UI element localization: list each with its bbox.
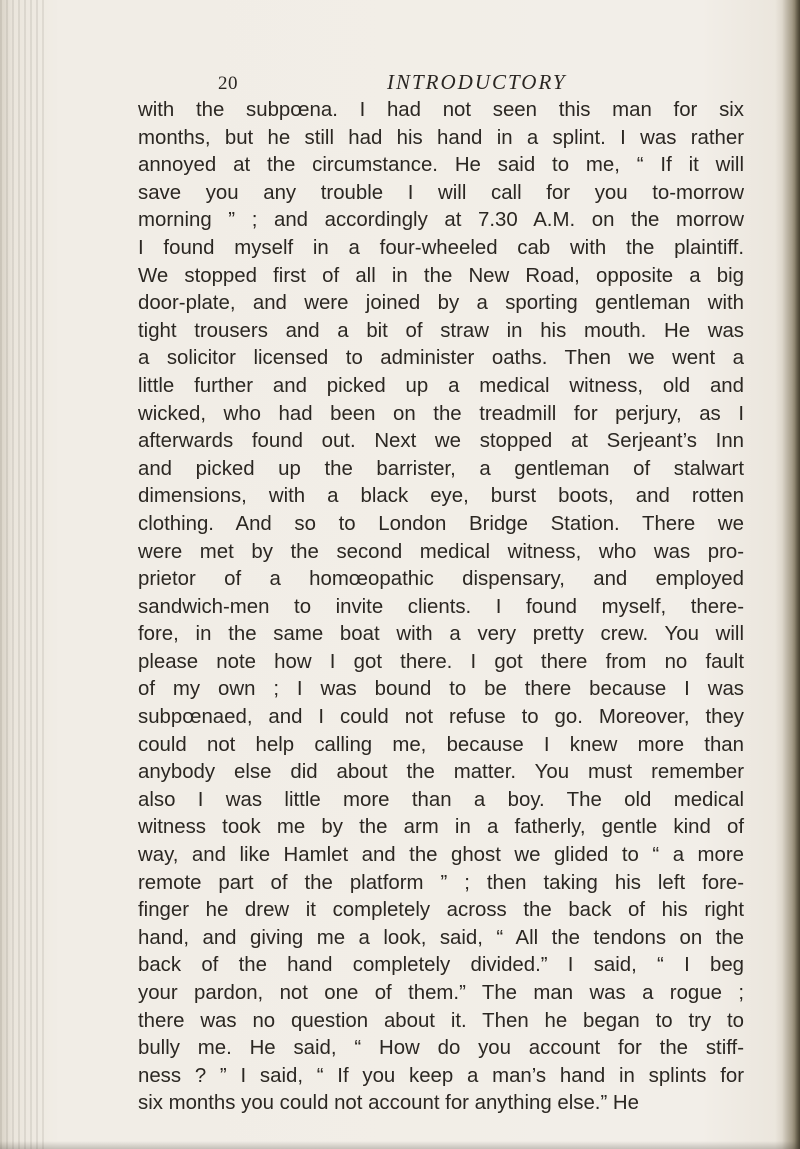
text-line: ness ? ” I said, “ If you keep a man’s hand in splints for bbox=[138, 1064, 744, 1087]
text-line: annoyed at the circumstance. He said to me, “ If it will bbox=[138, 154, 744, 177]
text-line: finger he drew it completely across the back of his right bbox=[138, 899, 744, 922]
text-line: little further and picked up a medical witness, old and bbox=[138, 374, 744, 397]
text-line: We stopped first of all in the New Road, opposite a big bbox=[138, 264, 744, 287]
text-line: anybody else did about the matter. You must remember bbox=[138, 761, 744, 784]
text-line: wicked, who had been on the treadmill for perjury, as I bbox=[138, 402, 744, 425]
text-line: hand, and giving me a look, said, “ All the tendons on the bbox=[138, 926, 744, 949]
text-line: I found myself in a four-wheeled cab with the plaintiff. bbox=[138, 236, 744, 259]
text-line: also I was little more than a boy. The old medical bbox=[138, 788, 744, 811]
text-line: could not help calling me, because I knew more than bbox=[138, 733, 744, 756]
text-line: back of the hand completely divided.” I said, “ I beg bbox=[138, 954, 744, 977]
text-line: dimensions, with a black eye, burst boots, and rotten bbox=[138, 485, 744, 508]
text-line: afterwards found out. Next we stopped at Serjeant’s Inn bbox=[138, 430, 744, 453]
page-number: 20 bbox=[218, 73, 238, 94]
text-line: clothing. And so to London Bridge Station. There we bbox=[138, 512, 744, 535]
text-line: there was no question about it. Then he began to try to bbox=[138, 1009, 744, 1032]
running-head bbox=[218, 70, 698, 94]
text-line: way, and like Hamlet and the ghost we glided to “ a more bbox=[138, 844, 744, 867]
text-line: your pardon, not one of them.” The man was a rogue ; bbox=[138, 982, 744, 1004]
text-line: prietor of a homœopathic dispensary, and employed bbox=[138, 568, 744, 591]
text-line: were met by the second medical witness, who was pro- bbox=[138, 540, 744, 563]
text-line: please note how I got there. I got there from no fault bbox=[138, 650, 744, 673]
text-line: fore, in the same boat with a very pretty crew. You will bbox=[138, 623, 744, 646]
text-line: and picked up the barrister, a gentleman of stalwart bbox=[138, 457, 744, 480]
text-line: witness took me by the arm in a fatherly, gentle kind of bbox=[138, 816, 744, 839]
text-line: save you any trouble I will call for you to-morrow bbox=[138, 181, 744, 204]
binding-edge bbox=[0, 0, 44, 1149]
text-line: subpœnaed, and I could not refuse to go. Moreover, they bbox=[138, 706, 744, 729]
text-line: door-plate, and were joined by a sporting gentleman with bbox=[138, 292, 744, 315]
running-title: INTRODUCTORY bbox=[387, 70, 567, 94]
page-bottom-edge bbox=[0, 1141, 800, 1149]
text-line: a solicitor licensed to administer oaths. Then we went a bbox=[138, 347, 744, 370]
text-line: bully me. He said, “ How do you account for the stiff- bbox=[138, 1037, 744, 1060]
text-line: months, but he still had his hand in a splint. I was rather bbox=[138, 126, 744, 149]
text-line: six months you could not account for anything else.” He bbox=[138, 1092, 639, 1115]
text-line: sandwich-men to invite clients. I found myself, there- bbox=[138, 595, 744, 618]
text-line: remote part of the platform ” ; then taking his left fore- bbox=[138, 871, 744, 894]
text-line: with the subpœna. I had not seen this man for six bbox=[138, 99, 744, 121]
text-line: tight trousers and a bit of straw in his mouth. He was bbox=[138, 319, 744, 342]
text-line: morning ” ; and accordingly at 7.30 A.M. on the morrow bbox=[138, 209, 744, 232]
text-line: of my own ; I was bound to be there because I was bbox=[138, 678, 744, 701]
body-text bbox=[138, 97, 744, 1118]
page-edge-shadow bbox=[782, 0, 800, 1149]
